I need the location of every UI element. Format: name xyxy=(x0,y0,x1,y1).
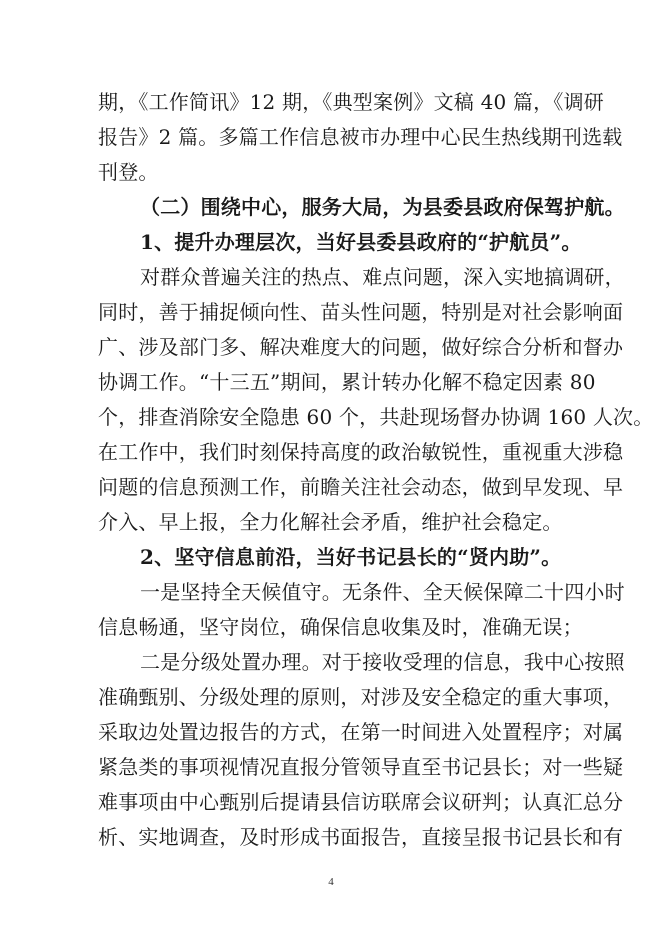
paragraph-2-line-3: 广、涉及部门多、解决难度大的问题，做好综合分析和督办 xyxy=(98,335,624,359)
page-number: 4 xyxy=(328,876,334,888)
paragraph-2-line-8: 介入、早上报，全力化解社会矛盾，维护社会稳定。 xyxy=(98,510,563,534)
paragraph-4-line-6: 析、实地调查，及时形成书面报告，直接呈报书记县长和有 xyxy=(98,825,624,849)
paragraph-4-line-1: 二是分级处置办理。对于接收受理的信息，我中心按照 xyxy=(140,650,625,674)
subheading-1: 1、提升办理层次，当好县委县政府的“护航员”。 xyxy=(140,230,582,254)
paragraph-2-line-6: 在工作中，我们时刻保持高度的政治敏锐性，重视重大涉稳 xyxy=(98,440,624,464)
paragraph-3-line-2: 信息畅通，坚守岗位，确保信息收集及时，准确无误； xyxy=(98,615,583,639)
section-heading: （二）围绕中心，服务大局，为县委县政府保驾护航。 xyxy=(140,195,625,219)
paragraph-3-line-1: 一是坚持全天候值守。无条件、全天候保障二十四小时 xyxy=(140,580,625,604)
paragraph-4-line-4: 紧急类的事项视情况直报分管领导直至书记县长；对一些疑 xyxy=(98,755,624,779)
paragraph-2-line-4: 协调工作。“十三五”期间，累计转办化解不稳定因素 80 xyxy=(98,370,596,394)
paragraph-2-line-7: 问题的信息预测工作，前瞻关注社会动态，做到早发现、早 xyxy=(98,475,624,499)
paragraph-1-line-3: 刊登。 xyxy=(98,160,159,184)
subheading-2: 2、坚守信息前沿，当好书记县长的“贤内助”。 xyxy=(140,545,562,569)
paragraph-4-line-2: 准确甄别、分级处理的原则，对涉及安全稳定的重大事项， xyxy=(98,685,624,709)
paragraph-2-line-1: 对群众普遍关注的热点、难点问题，深入实地搞调研， xyxy=(140,265,625,289)
paragraph-4-line-5: 难事项由中心甄别后提请县信访联席会议研判；认真汇总分 xyxy=(98,790,624,814)
paragraph-2-line-2: 同时，善于捕捉倾向性、苗头性问题，特别是对社会影响面 xyxy=(98,300,624,324)
paragraph-4-line-3: 采取边处置边报告的方式，在第一时间进入处置程序；对属 xyxy=(98,720,624,744)
paragraph-1-line-1: 期，《工作简讯》12 期，《典型案例》文稿 40 篇，《调研 xyxy=(98,90,604,114)
paragraph-1-line-2: 报告》2 篇。多篇工作信息被市办理中心民生热线期刊选载 xyxy=(98,125,623,149)
paragraph-2-line-5: 个，排查消除安全隐患 60 个，共赴现场督办协调 160 人次。 xyxy=(98,405,654,429)
